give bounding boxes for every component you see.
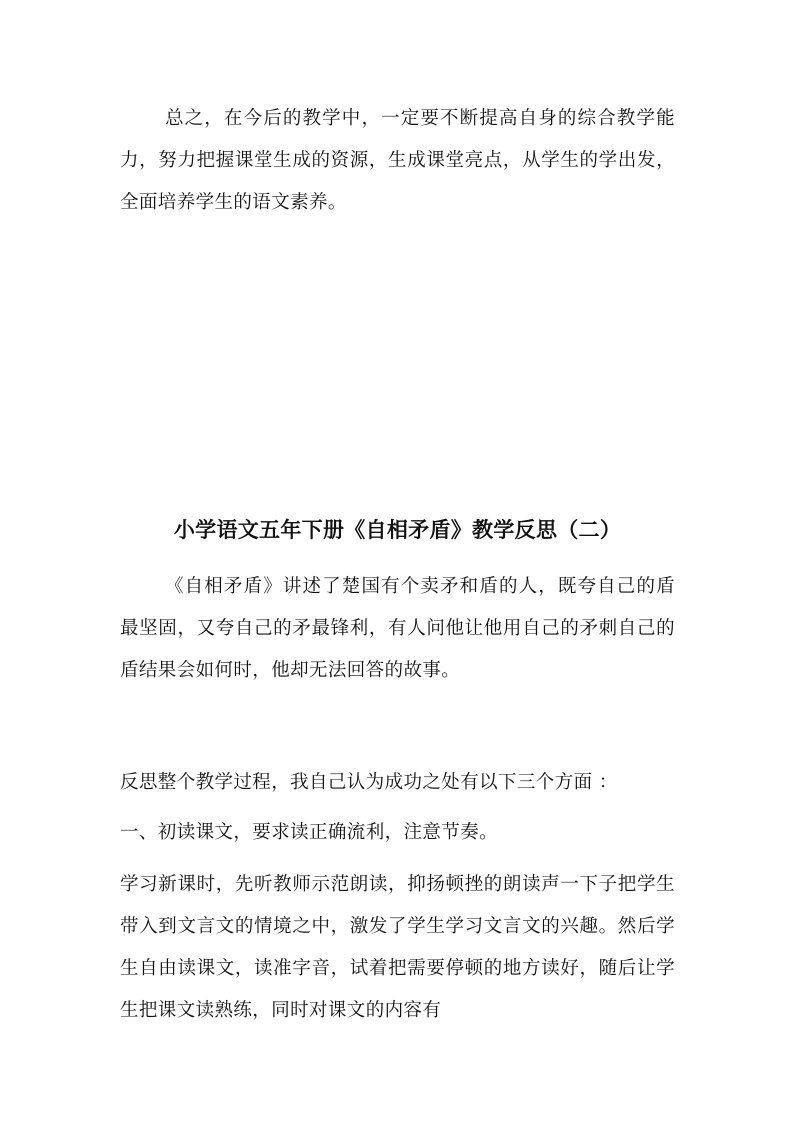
article-title: 小学语文五年下册《自相矛盾》教学反思（二） [173, 517, 622, 542]
conclusion-paragraph: 总之，在今后的教学中，一定要不断提高自身的综合教学能力，努力把握课堂生成的资源，生成课堂亮点，从学生的学出发，全面培养学生的语文素养。 [120, 108, 675, 213]
section-heading-one: 一、初读课文，要求读正确流利，注意节奏。 [120, 822, 499, 843]
story-summary-paragraph: 《自相矛盾》讲述了楚国有个卖矛和盾的人，既夸自己的盾最坚固，又夸自己的矛最锋利，有人问他让他用自己的矛刺自己的盾结果会如何时，他却无法回答的故事。 [120, 576, 675, 681]
reflection-intro-paragraph: 反思整个教学过程，我自己认为成功之处有以下三个方面 ： [120, 772, 618, 793]
teaching-process-paragraph: 学习新课时，先听教师示范朗读，抑扬顿挫的朗读声一下子把学生带入到文言文的情境之中，激发了学生学习文言文的兴趣。然后学生自由读课文，读准字音，试着把需要停顿的地方读好，随后让学生把课文读熟练，同时对课文的内容有 [120, 874, 675, 1021]
